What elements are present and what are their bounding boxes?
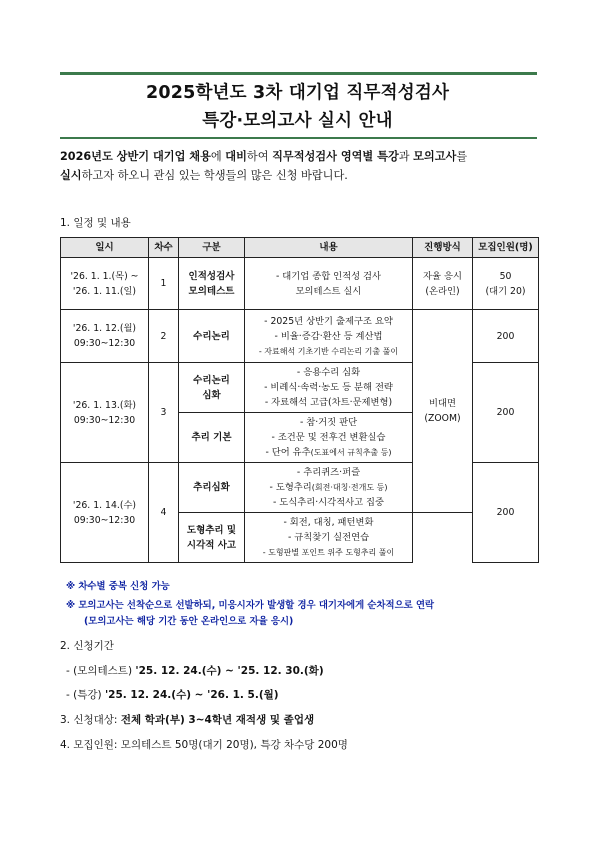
header-date: 일시 — [61, 238, 149, 258]
row4-date: '26. 1. 14.(수) 09:30~12:30 — [61, 463, 149, 563]
intro-bold-9: 실시 — [60, 169, 82, 182]
row4-kind-a: 추리심화 — [179, 463, 245, 513]
row2-round: 2 — [149, 310, 179, 363]
table-row — [61, 258, 539, 310]
intro-text-8: 를 — [456, 150, 468, 163]
header-capacity: 모집인원(명) — [473, 238, 539, 258]
row3-date: '26. 1. 13.(화) 09:30~12:30 — [61, 363, 149, 463]
row3-capacity: 200 — [473, 363, 539, 463]
note-online: (모의고사는 해당 기간 동안 온라인으로 자율 응시) — [84, 616, 294, 627]
zoom-method-cell: 비대면 (ZOOM) — [413, 310, 473, 513]
table-header-row — [61, 238, 539, 258]
row4-content-b: - 회전, 대칭, 패턴변화 - 규칙찾기 실전연습 - 도형판별 포인트 위주 도형추리 풀이 — [245, 513, 413, 563]
row1-content: - 대기업 종합 인적성 검사 모의테스트 실시 — [245, 258, 413, 310]
page-title-line2: 특강·모의고사 실시 안내 — [202, 111, 393, 131]
row3-kind-b: 추리 기본 — [179, 413, 245, 463]
intro-bold-3: 대비 — [225, 150, 247, 163]
row2-kind: 수리논리 — [179, 310, 245, 363]
header-method: 진행방식 — [413, 238, 473, 258]
section-target: 3. 신청대상: 전체 학과(부) 3~4학년 재적생 및 졸업생 — [60, 714, 315, 726]
row3-content-b: - 참·거짓 판단 - 조건문 및 전후건 변환실습 - 단어 유추(도표에서 규칙추출 등) — [245, 413, 413, 463]
section-schedule-heading: 1. 일정 및 내용 — [60, 217, 131, 229]
note-first-come: ※ 모의고사는 선착순으로 선발하되, 미응시자가 발생할 경우 대기자에게 순차적으로 연락 — [66, 600, 435, 611]
section-period-heading: 2. 신청기간 — [60, 640, 114, 652]
row4-round: 4 — [149, 463, 179, 563]
row2-content: - 2025년 상반기 출제구조 요약 - 비율·증감·환산 등 계산법 - 자료해석 기초기반 수리논리 기출 풀이 — [245, 310, 413, 363]
row4-kind-b: 도형추리 및 시각적 사고 — [179, 513, 245, 563]
row3-kind-a: 수리논리 심화 — [179, 363, 245, 413]
note-duplicate: ※ 차수별 중복 신청 가능 — [66, 581, 170, 592]
intro-bold-1: 2026년도 상반기 대기업 채용 — [60, 150, 211, 163]
title-rule-bottom — [60, 137, 537, 139]
row1-capacity: 50 (대기 20) — [473, 258, 539, 310]
section-capacity: 4. 모집인원: 모의테스트 50명(대기 20명), 특강 차수당 200명 — [60, 739, 348, 751]
intro-bold-7: 모의고사 — [413, 150, 457, 163]
row1-round: 1 — [149, 258, 179, 310]
intro-text-4: 하여 — [246, 150, 273, 163]
row3-round: 3 — [149, 363, 179, 463]
row4-content-a: - 추리퀴즈·퍼즐 - 도형추리(회전·대칭·전개도 등) - 도식추리·시각적사고 집중 — [245, 463, 413, 513]
row4-capacity: 200 — [473, 463, 539, 563]
header-kind: 구분 — [179, 238, 245, 258]
row2-date: '26. 1. 12.(월) 09:30~12:30 — [61, 310, 149, 363]
table-row — [61, 310, 539, 363]
row3-content-a: - 응용수리 심화 - 비례식·속력·농도 등 분해 전략 - 자료해석 고급(차트·문제변형) — [245, 363, 413, 413]
intro-bold-5: 직무적성검사 영역별 특강 — [272, 150, 399, 163]
period-mock-test: - (모의테스트) '25. 12. 24.(수) ~ '25. 12. 30.(화) — [66, 665, 324, 677]
row1-date: '26. 1. 1.(목) ~ '26. 1. 11.(일) — [61, 258, 149, 310]
title-rule-top — [60, 72, 537, 75]
intro-text-10: 하고자 하오니 관심 있는 학생들의 많은 신청 바랍니다. — [81, 169, 348, 182]
row1-method: 자율 응시 (온라인) — [413, 258, 473, 310]
intro-text-2: 에 — [210, 150, 226, 163]
row1-kind: 인적성검사 모의테스트 — [179, 258, 245, 310]
intro-paragraph — [60, 147, 540, 185]
schedule-table — [60, 237, 539, 563]
header-round: 차수 — [149, 238, 179, 258]
intro-text-6: 과 — [398, 150, 414, 163]
page-title-line1: 2025학년도 3차 대기업 직무적성검사 — [145, 83, 450, 103]
header-content: 내용 — [245, 238, 413, 258]
row2-capacity: 200 — [473, 310, 539, 363]
period-lecture: - (특강) '25. 12. 24.(수) ~ '26. 1. 5.(월) — [66, 689, 279, 701]
